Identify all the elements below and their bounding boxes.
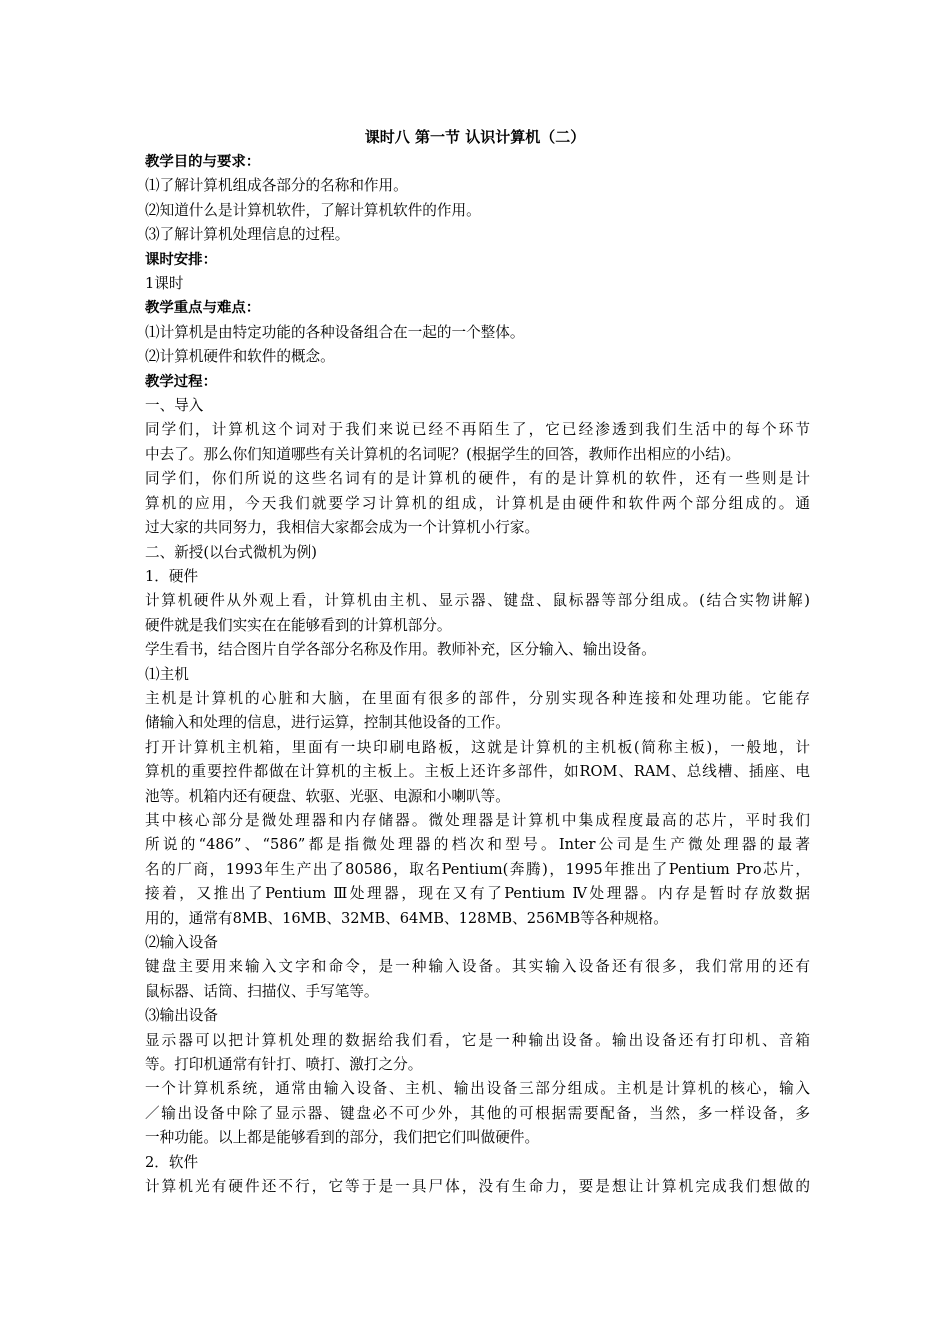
- text-line: 二、新授(以台式微机为例): [145, 543, 317, 561]
- section-heading: 教学过程：: [145, 373, 217, 390]
- paragraph: [145, 955, 810, 1004]
- paragraph: [145, 736, 810, 809]
- paragraph-line: 过大家的共同努力，我相信大家都会成为一个计算机小行家。: [145, 519, 540, 537]
- page-title: 课时八 第一节 认识计算机（二）: [364, 128, 586, 146]
- text-line: 学生看书，结合图片自学各部分名称及作用。教师补充，区分输入、输出设备。: [145, 641, 656, 659]
- text-line: ⑶输出设备: [145, 1007, 218, 1025]
- paragraph-line: 主机是计算机的心脏和大脑，在里面有很多的部件，分别实现各种连接和处理功能。它能存: [145, 689, 810, 707]
- text-line: ⑵知道什么是计算机软件，了解计算机软件的作用。: [145, 201, 481, 219]
- paragraph-line: 池等。机箱内还有硬盘、软驱、光驱、电源和小喇叭等。: [145, 787, 510, 805]
- text-line: 1．硬件: [145, 567, 199, 585]
- paragraph-line: 计算机硬件从外观上看，计算机由主机、显示器、键盘、鼠标器等部分组成。(结合实物讲解): [145, 592, 810, 610]
- paragraph-line: 其中核心部分是微处理器和内存储器。微处理器是计算机中集成程度最高的芯片，平时我们: [145, 811, 810, 829]
- text-line: ⑵计算机硬件和软件的概念。: [145, 348, 335, 366]
- text-line: 2．软件: [145, 1153, 199, 1171]
- paragraph: [145, 1175, 810, 1199]
- section-heading: 教学目的与要求：: [145, 154, 261, 170]
- paragraph-line: 鼠标器、话筒、扫描仪、手写笔等。: [145, 982, 379, 1000]
- paragraph-line: 算机的重要控件都做在计算机的主板上。主板上还许多部件，如ROM、RAM、总线槽、插座、电: [145, 763, 810, 781]
- paragraph-line: 显示器可以把计算机处理的数据给我们看，它是一种输出设备。输出设备还有打印机、音箱: [145, 1031, 810, 1049]
- paragraph: [145, 418, 810, 467]
- paragraph-line: 等。打印机通常有针打、喷打、激打之分。: [145, 1056, 423, 1074]
- text-line: ⑴计算机是由特定功能的各种设备组合在一起的一个整体。: [145, 323, 525, 341]
- paragraph-line: 键盘主要用来输入文字和命令，是一种输入设备。其实输入设备还有很多，我们常用的还有: [145, 958, 810, 976]
- section-heading: 教学重点与难点：: [145, 300, 261, 317]
- paragraph: [145, 687, 810, 736]
- text-line: ⑴了解计算机组成各部分的名称和作用。: [145, 177, 408, 195]
- paragraph-line: 所说的“486”、“586”都是指微处理器的档次和型号。Inter公司是生产微处理器的最著: [145, 836, 810, 854]
- paragraph-line: 打开计算机主机箱，里面有一块印刷电路板，这就是计算机的主机板(简称主板)，一般地，计: [145, 738, 810, 756]
- paragraph-line: 计算机光有硬件还不行，它等于是一具尸体，没有生命力，要是想让计算机完成我们想做的: [145, 1178, 810, 1196]
- paragraph: [145, 1029, 810, 1078]
- text-line: 一、导入: [145, 397, 204, 415]
- text-line: 1课时: [145, 275, 184, 293]
- document-body: [145, 150, 810, 1199]
- paragraph: [145, 467, 810, 540]
- paragraph-line: 中去了。那么你们知道哪些有关计算机的名词呢？(根据学生的回答，教师作出相应的小结)。: [145, 445, 741, 463]
- paragraph-line: 用的，通常有8MB、16MB、32MB、64MB、128MB、256MB等各种规格。: [145, 909, 668, 927]
- paragraph-line: ／输出设备中除了显示器、键盘必不可少外，其他的可根据需要配备，当然，多一样设备，多: [145, 1104, 810, 1122]
- text-line: ⑵输入设备: [145, 934, 218, 951]
- paragraph-line: 同学们，你们所说的这些名词有的是计算机的硬件，有的是计算机的软件，还有一些则是计: [145, 470, 810, 488]
- paragraph: [145, 809, 810, 931]
- text-line: ⑴主机: [145, 665, 189, 683]
- paragraph-line: 储输入和处理的信息，进行运算，控制其他设备的工作。: [145, 714, 510, 732]
- paragraph-line: 名的厂商，1993年生产出了80586，取名Pentium(奔腾)，1995年推出了Pentium Pro芯片，: [145, 860, 810, 878]
- paragraph: [145, 1077, 810, 1150]
- paragraph-line: 一种功能。以上都是能够看到的部分，我们把它们叫做硬件。: [145, 1129, 540, 1147]
- paragraph-line: 同学们，计算机这个词对于我们来说已经不再陌生了，它已经渗透到我们生活中的每个环节: [145, 421, 810, 439]
- paragraph: [145, 589, 810, 638]
- text-line: ⑶了解计算机处理信息的过程。: [145, 226, 350, 244]
- section-heading: 课时安排：: [145, 251, 217, 268]
- paragraph-line: 硬件就是我们实实在在能够看到的计算机部分。: [145, 616, 452, 634]
- paragraph-line: 算机的应用，今天我们就要学习计算机的组成，计算机是由硬件和软件两个部分组成的。通: [145, 494, 810, 512]
- paragraph-line: 接着，又推出了Pentium Ⅲ处理器，现在又有了Pentium Ⅳ处理器。内存是暂时存放数据: [145, 885, 810, 903]
- paragraph-line: 一个计算机系统，通常由输入设备、主机、输出设备三部分组成。主机是计算机的核心，输入: [145, 1080, 810, 1098]
